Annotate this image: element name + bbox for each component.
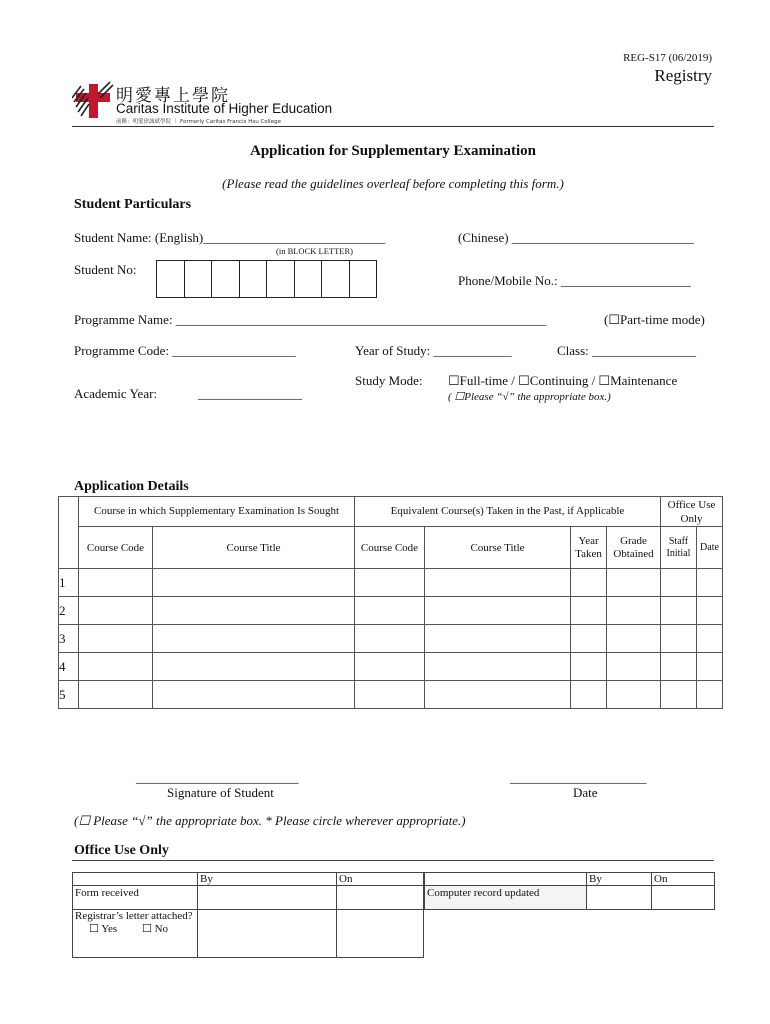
student-no-boxes[interactable] xyxy=(156,260,377,298)
cell-input[interactable] xyxy=(425,597,571,625)
cell-input[interactable] xyxy=(355,569,425,597)
cell-input[interactable] xyxy=(355,653,425,681)
student-name-english-field[interactable]: Student Name: (English)____________________________ xyxy=(74,230,386,245)
cell-input[interactable] xyxy=(661,569,697,597)
cell-input[interactable] xyxy=(425,653,571,681)
cell-input[interactable] xyxy=(697,653,723,681)
application-details-heading: Application Details xyxy=(74,479,189,494)
registrar-letter-by-input[interactable] xyxy=(198,910,337,958)
study-mode-options[interactable]: ☐Full-time / ☐Continuing / ☐Maintenance xyxy=(448,373,678,388)
cell-input[interactable] xyxy=(607,569,661,597)
study-mode-note: ( ☐Please “√” the appropriate box.) xyxy=(448,391,611,403)
form-code: REG-S17 (06/2019) xyxy=(623,52,712,64)
col-year-taken: Year Taken xyxy=(571,527,607,569)
empty-cell xyxy=(425,873,587,886)
cell-input[interactable] xyxy=(425,625,571,653)
block-letter-note: (in BLOCK LETTER) xyxy=(276,246,353,256)
cell-input[interactable] xyxy=(571,625,607,653)
student-signature-label: Signature of Student xyxy=(167,785,274,800)
cell-input[interactable] xyxy=(79,569,153,597)
cell-input[interactable] xyxy=(661,597,697,625)
col-staff-initial: Staff Initial xyxy=(661,527,697,569)
table-row xyxy=(59,653,723,681)
by-header: By xyxy=(198,873,337,886)
group-equivalent-header: Equivalent Course(s) Taken in the Past, if Applicable xyxy=(355,497,661,527)
header-rule xyxy=(72,126,714,127)
table-row xyxy=(59,569,723,597)
logo-english-name: Caritas Institute of Higher Education xyxy=(116,101,333,116)
cell-input[interactable] xyxy=(661,625,697,653)
date-label: Date xyxy=(573,785,598,800)
academic-year-label: Academic Year: xyxy=(74,386,158,401)
study-mode-label: Study Mode: xyxy=(355,373,423,388)
cell-input[interactable] xyxy=(697,625,723,653)
office-divider xyxy=(423,909,424,957)
col-grade-obtained: Grade Obtained xyxy=(607,527,661,569)
page-title: Application for Supplementary Examination xyxy=(249,143,536,159)
on-header: On xyxy=(337,873,424,886)
programme-name-field[interactable]: Programme Name: _________________________________________________________ xyxy=(74,312,547,327)
cell-input[interactable] xyxy=(425,681,571,709)
cell-input[interactable] xyxy=(79,597,153,625)
yes-checkbox[interactable]: ☐ Yes xyxy=(89,923,118,935)
col-course-code-2: Course Code xyxy=(355,527,425,569)
cell-input[interactable] xyxy=(153,569,355,597)
caritas-logo-icon xyxy=(72,80,114,122)
cell-input[interactable] xyxy=(697,569,723,597)
cell-input[interactable] xyxy=(661,681,697,709)
by-header-right: By xyxy=(587,873,652,886)
empty-cell xyxy=(73,873,198,886)
instruction-text: (Please read the guidelines overleaf before completing this form.) xyxy=(222,176,564,191)
col-course-title-2: Course Title xyxy=(425,527,571,569)
department-label: Registry xyxy=(654,66,712,85)
cell-input[interactable] xyxy=(697,681,723,709)
row-number: 3 xyxy=(59,625,79,653)
computer-record-label: Computer record updated xyxy=(425,886,587,910)
computer-record-by-input[interactable] xyxy=(587,886,652,910)
cell-input[interactable] xyxy=(153,681,355,709)
col-course-title: Course Title xyxy=(153,527,355,569)
cell-input[interactable] xyxy=(79,653,153,681)
office-use-table-right xyxy=(424,872,715,910)
group-office-header: Office Use Only xyxy=(661,497,723,527)
cell-input[interactable] xyxy=(153,597,355,625)
office-use-table-left xyxy=(72,872,424,958)
cell-input[interactable] xyxy=(153,653,355,681)
cell-input[interactable] xyxy=(355,597,425,625)
cell-input[interactable] xyxy=(79,681,153,709)
office-use-heading: Office Use Only xyxy=(74,843,169,858)
academic-year-field[interactable]: ________________ xyxy=(198,386,302,401)
form-received-by-input[interactable] xyxy=(198,886,337,910)
no-checkbox[interactable]: ☐ No xyxy=(141,923,169,935)
cell-input[interactable] xyxy=(607,625,661,653)
cell-input[interactable] xyxy=(607,597,661,625)
footnote-text: (☐ Please “√” the appropriate box. * Please circle wherever appropriate.) xyxy=(74,813,466,828)
class-field[interactable]: Class: ________________ xyxy=(557,343,697,358)
row-number: 5 xyxy=(59,681,79,709)
registrar-letter-label: Registrar’s letter attached? xyxy=(75,910,193,922)
cell-input[interactable] xyxy=(571,569,607,597)
part-time-checkbox[interactable]: (☐Part-time mode) xyxy=(604,312,705,327)
form-received-label: Form received xyxy=(73,886,198,910)
yes-no-options xyxy=(75,923,195,936)
table-row xyxy=(59,625,723,653)
cell-input[interactable] xyxy=(697,597,723,625)
student-signature-field[interactable]: _________________________ xyxy=(136,770,299,785)
cell-input[interactable] xyxy=(661,653,697,681)
table-row xyxy=(59,681,723,709)
computer-record-on-input[interactable] xyxy=(652,886,715,910)
programme-code-field[interactable]: Programme Code: ___________________ xyxy=(74,343,296,358)
row-number: 2 xyxy=(59,597,79,625)
row-number: 4 xyxy=(59,653,79,681)
cell-input[interactable] xyxy=(79,625,153,653)
table-row xyxy=(59,597,723,625)
col-course-code: Course Code xyxy=(79,527,153,569)
registrar-letter-on-input[interactable] xyxy=(337,910,424,958)
student-no-label: Student No: xyxy=(74,262,137,277)
cell-input[interactable] xyxy=(607,653,661,681)
form-received-on-input[interactable] xyxy=(337,886,424,910)
application-table xyxy=(58,496,723,709)
cell-input[interactable] xyxy=(571,681,607,709)
group-sought-header: Course in which Supplementary Examination Is Sought xyxy=(79,497,355,527)
col-date: Date xyxy=(697,527,723,569)
year-of-study-field[interactable]: Year of Study: ____________ xyxy=(355,343,512,358)
cell-input[interactable] xyxy=(425,569,571,597)
office-use-rule xyxy=(72,860,714,861)
logo-chinese-name: 明愛專上學院 xyxy=(116,86,230,106)
on-header-right: On xyxy=(652,873,715,886)
cell-input[interactable] xyxy=(153,625,355,653)
row-number: 1 xyxy=(59,569,79,597)
student-name-chinese-field[interactable]: (Chinese) ____________________________ xyxy=(458,230,694,245)
cell-input[interactable] xyxy=(355,625,425,653)
date-field[interactable]: _____________________ xyxy=(510,770,647,785)
cell-input[interactable] xyxy=(607,681,661,709)
student-particulars-heading: Student Particulars xyxy=(74,197,192,212)
cell-input[interactable] xyxy=(571,653,607,681)
row-number-header xyxy=(59,497,79,569)
cell-input[interactable] xyxy=(571,597,607,625)
phone-field[interactable]: Phone/Mobile No.: ____________________ xyxy=(458,273,691,288)
cell-input[interactable] xyxy=(355,681,425,709)
registrar-letter-cell xyxy=(73,910,198,958)
logo-tagline: 前稱：明愛徐誠斌學院 ｜ Formerly Caritas Francis Hsu College xyxy=(116,119,281,125)
